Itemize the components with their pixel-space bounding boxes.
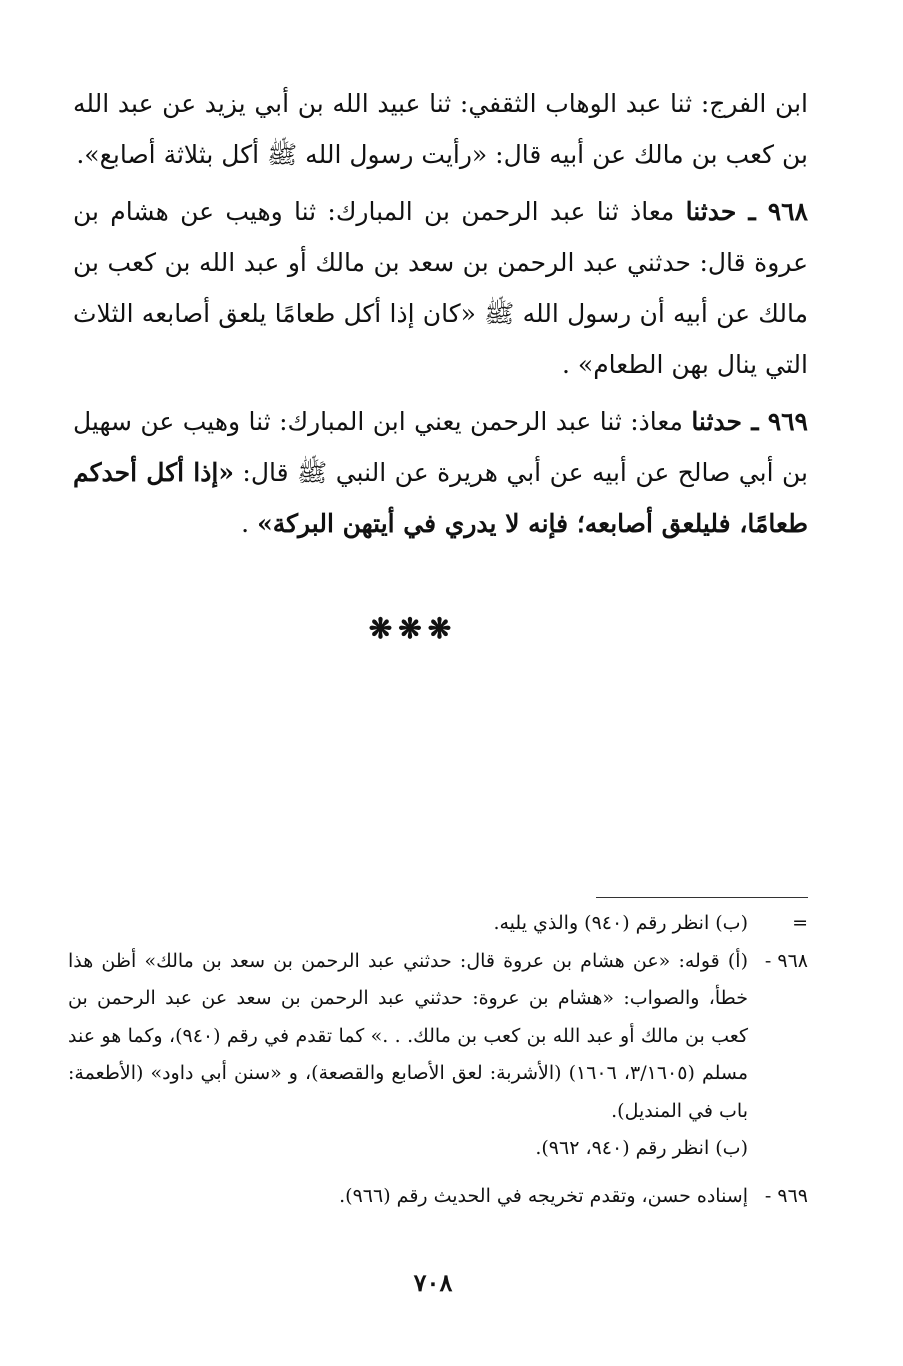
hadith-969 xyxy=(73,396,808,549)
footnote-969 xyxy=(68,1178,808,1216)
section-divider-stars: ❋❋❋ xyxy=(368,612,458,645)
hadith-969-end: . xyxy=(241,509,258,538)
footnote-968-text: (أ) قوله: «عن هشام بن عروة قال: حدثني عبد الرحمن بن سعد بن مالك» أظن هذا خطأ، والصواب: «هشام بن عروة: حدثني عبد الرحمن بن سعد عن عبد الرحمن بن كعب بن مالك أو عبد الله بن كعب بن مالك. . .» كما تقدم في رقم (٩٤٠)، وكما هو عند مسلم (٣/١٦٠٥، ١٦٠٦) (الأشربة: لعق الأصابع والقصعة)، و «سنن أبي داود» (الأطعمة: باب في المنديل). xyxy=(68,949,749,1122)
footnote-969-number: ٩٦٩ - xyxy=(764,1184,808,1207)
page-number: ٧٠٨ xyxy=(413,1268,453,1297)
footnote-continuation-mark: = xyxy=(792,912,808,934)
footnote-continuation-text: (ب) انظر رقم (٩٤٠) والذي يليه. xyxy=(493,912,748,934)
hadith-969-quote: «إذا أكل أحدكم طعامًا، فليلعق أصابعه؛ فإنه لا يدري في أيتهن البركة» xyxy=(73,458,808,538)
footnote-separator-line xyxy=(596,897,808,898)
footnote-969-text: إسناده حسن، وتقدم تخريجه في الحديث رقم (٩٦٦). xyxy=(339,1184,748,1207)
footnotes xyxy=(68,905,808,1215)
hadith-968-text: معاذ ثنا عبد الرحمن بن المبارك: ثنا وهيب عن هشام بن عروة قال: حدثني عبد الرحمن بن سعد بن مالك أو عبد الله بن كعب بن مالك عن أبيه أن رسول الله ﷺ «كان إذا أكل طعامًا يلعق أصابعه الثلاث التي ينال بهن الطعام» . xyxy=(73,197,808,379)
footnote-968-number: ٩٦٨ - xyxy=(764,949,808,972)
hadith-969-heading: ٩٦٩ ـ حدثنا xyxy=(691,407,808,436)
hadith-969-text: معاذ: ثنا عبد الرحمن يعني ابن المبارك: ثنا وهيب عن سهيل بن أبي صالح عن أبيه عن أبي هريرة عن النبي ﷺ قال: xyxy=(73,407,808,487)
footnote-continuation xyxy=(68,905,808,943)
footnote-968 xyxy=(68,943,808,1131)
paragraph-continuation: ابن الفرج: ثنا عبد الوهاب الثقفي: ثنا عبيد الله بن أبي يزيد عن عبد الله بن كعب بن مالك عن أبيه قال: «رأيت رسول الله ﷺ أكل بثلاثة أصابع». xyxy=(73,89,808,169)
main-text xyxy=(73,78,808,555)
footnote-968-sub: (ب) انظر رقم (٩٤٠، ٩٦٢). xyxy=(535,1137,748,1159)
hadith-968 xyxy=(73,186,808,390)
hadith-968-heading: ٩٦٨ ـ حدثنا xyxy=(685,197,808,226)
